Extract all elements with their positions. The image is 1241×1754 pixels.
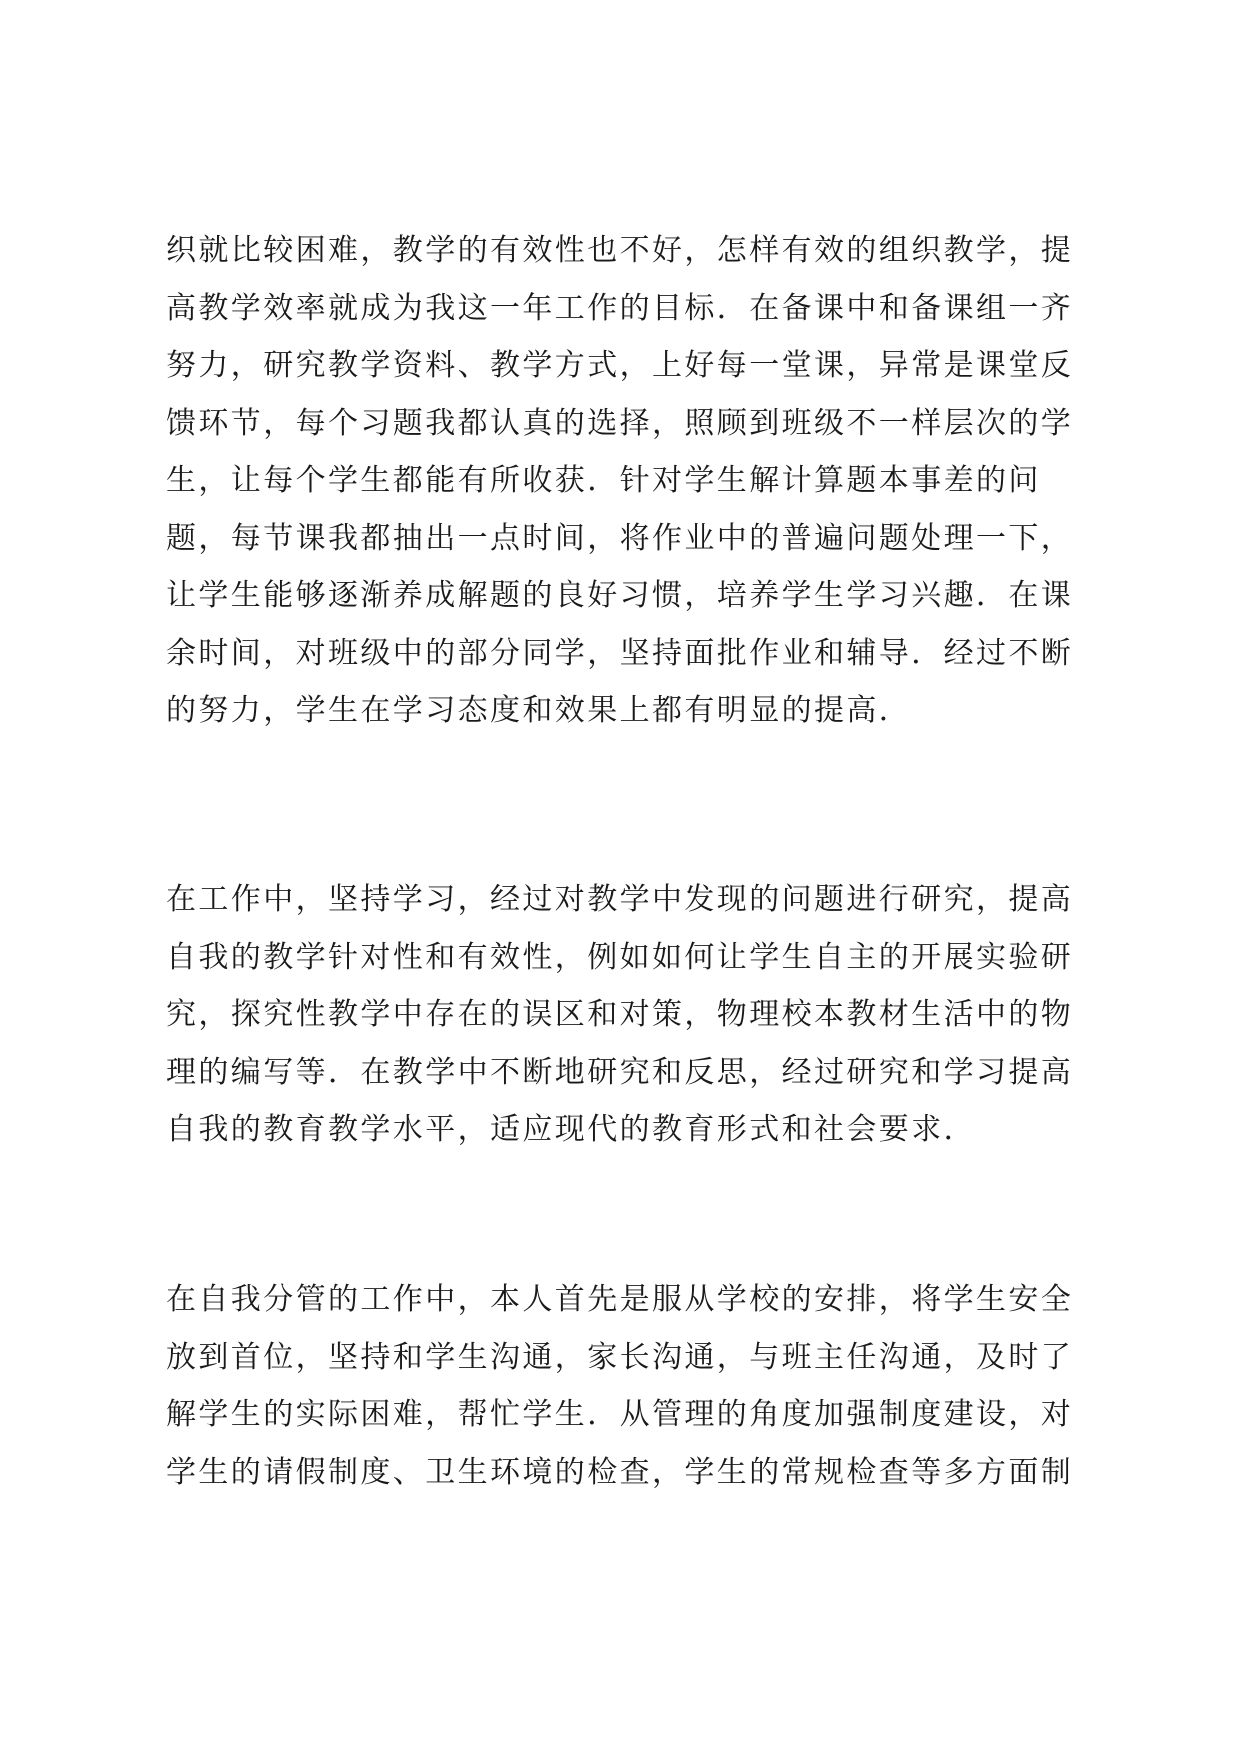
- text-line: 解学生的实际困难，帮忙学生．从管理的角度加强制度建设，对: [166, 1397, 1074, 1432]
- text-line: 自我的教育教学水平，适应现代的教育形式和社会要求．: [166, 1112, 976, 1147]
- paragraph-research-study: [166, 871, 1096, 1159]
- text-line: 学生的请假制度、卫生环境的检查，学生的常规检查等多方面制: [166, 1454, 1074, 1490]
- text-line: 究，探究性教学中存在的误区和对策，物理校本教材生活中的物: [166, 997, 1074, 1032]
- text-line: 努力，研究教学资料、教学方式，上好每一堂课，异常是课堂反: [166, 348, 1074, 383]
- text-line: 自我的教学针对性和有效性，例如如何让学生自主的开展实验研: [166, 939, 1074, 975]
- text-line: 在工作中，坚持学习，经过对教学中发现的问题进行研究，提高: [166, 882, 1074, 917]
- text-line: 织就比较困难，教学的有效性也不好，怎样有效的组织教学，提: [166, 233, 1074, 268]
- text-line: 放到首位，坚持和学生沟通，家长沟通，与班主任沟通，及时了: [166, 1339, 1074, 1375]
- text-line: 的努力，学生在学习态度和效果上都有明显的提高．: [166, 693, 912, 728]
- text-line: 让学生能够逐渐养成解题的良好习惯，培养学生学习兴趣．在课: [166, 578, 1074, 613]
- text-line: 题，每节课我都抽出一点时间，将作业中的普遍问题处理一下，: [166, 520, 1074, 556]
- text-line: 在自我分管的工作中，本人首先是服从学校的安排，将学生安全: [166, 1282, 1074, 1317]
- text-line: 高教学效率就成为我这一年工作的目标．在备课中和备课组一齐: [166, 290, 1074, 326]
- text-line: 生，让每个学生都能有所收获．针对学生解计算题本事差的问: [166, 463, 1041, 498]
- text-line: 理的编写等．在教学中不断地研究和反思，经过研究和学习提高: [166, 1054, 1074, 1090]
- paragraph-management-work: [166, 1271, 1096, 1501]
- paragraph-teaching-efficiency: [166, 222, 1096, 740]
- text-line: 余时间，对班级中的部分同学，坚持面批作业和辅导．经过不断: [166, 635, 1074, 671]
- text-line: 馈环节，每个习题我都认真的选择，照顾到班级不一样层次的学: [166, 405, 1074, 441]
